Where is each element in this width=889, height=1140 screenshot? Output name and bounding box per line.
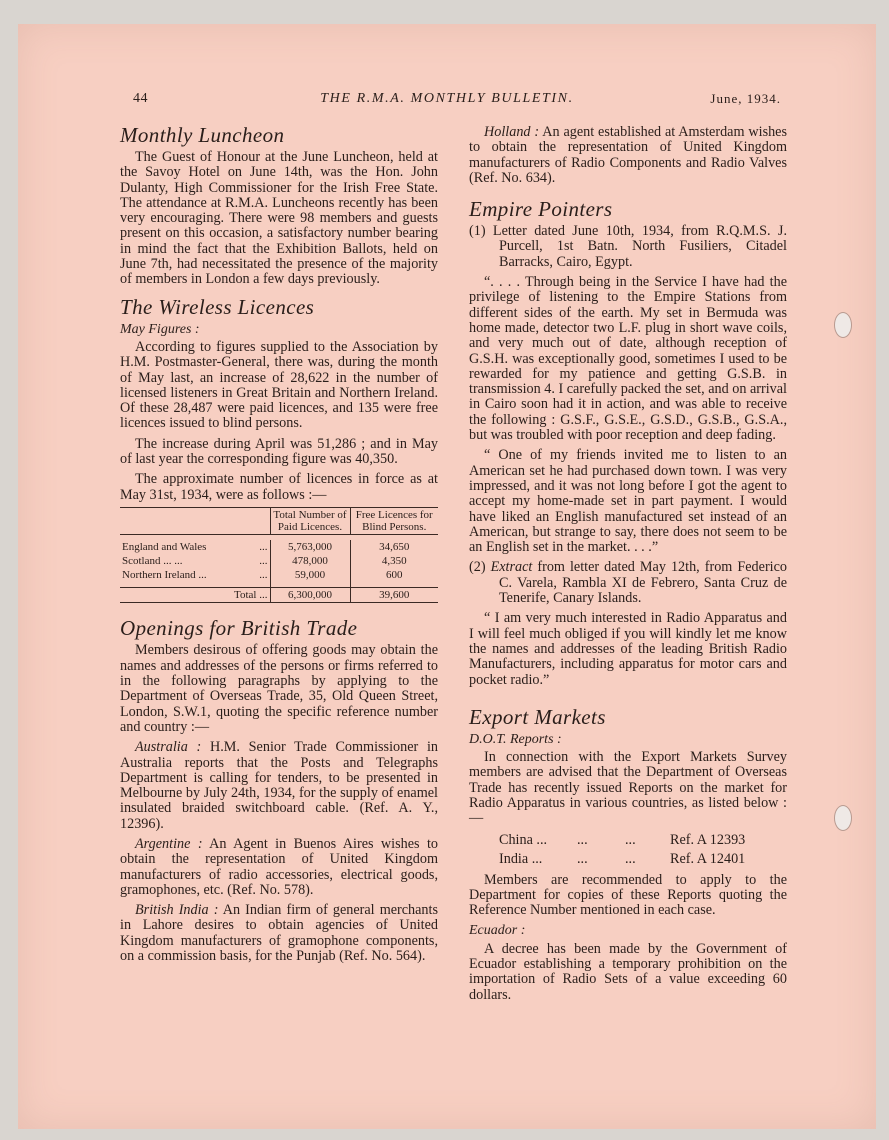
paid-value: 59,000 — [270, 568, 350, 588]
holland-text: An agent established at Amsterdam wishes to obtain the representation of United Kingdom manufacturers of Radio Components and Radio Valves (Ref. No. 634). — [469, 124, 788, 186]
region-name: England and Wales — [122, 541, 207, 554]
licences-paragraph-1: According to figures supplied to the Association by H.M. Postmaster-General, there was, during the month of May last, an increase of 28,622 in the number of licensed listeners in Great Britain and Northern Ireland. Of these 28,487 were paid licences, and 135 were free licences issued to blind persons. — [120, 338, 438, 432]
item-2-number: (2) — [469, 559, 491, 576]
may-figures-subheading: May Figures : — [120, 321, 200, 337]
licences-paragraph-3: The approximate number of licences in force as at May 31st, 1934, were as follows :— — [120, 471, 438, 503]
paid-value: 5,763,000 — [270, 540, 350, 554]
item-2-text: from letter dated May 12th, from Federico C. Varela, Rambla XI de Febrero, Santa Cruz de Tenerife, Canary Islands. — [499, 559, 787, 607]
total-free: 39,600 — [350, 588, 438, 603]
australia-paragraph — [120, 740, 438, 832]
leader-dots: ... — [625, 850, 636, 867]
empire-quote-1: “. . . . Through being in the Service I have had the privilege of listening to the Empire Stations from different sides of the earth. My set in Bermuda was home made, detector two L.F. plug in short wave coils, and very much out of date, although reception of G.S.H. was exceptionally good, sometimes I used to be rewarded for my patience and getting G.S.B. in transmission 4. I carefully packed the set, and on arrival in Cairo soon had it in action, and was able to receive the following : G.S.F., G.S.E., G.S.D., G.S.B., G.S.A., but was troubled with poor reception and deep fading. — [469, 274, 787, 444]
table-row — [120, 540, 438, 554]
licences-table — [120, 507, 438, 604]
australia-label: Australia : — [135, 739, 202, 756]
holland-label: Holland : — [484, 124, 540, 140]
empire-item-1: (1) Letter dated June 10th, 1934, from R.Q.M.S. J. Purcell, 1st Batn. North Fusiliers, Citadel Barracks, Cairo, Egypt. — [469, 223, 787, 270]
australia-text: H.M. Senior Trade Commissioner in Australia reports that the Posts and Telegraphs Department is calling for tenders, to be presented in Melbourne by July 24th, 1934, for the supply of enamel insulated braided switchboard cable. (Ref. A. Y., 12396). — [120, 739, 438, 832]
export-paragraph-1: In connection with the Export Markets Survey members are advised that the Department of Overseas Trade has recently issued Reports on the market for Radio Apparatus in various countries, as listed below :— — [469, 749, 787, 827]
free-licences-header: Free Licences for Blind Persons. — [350, 507, 438, 534]
ecuador-subheading: Ecuador : — [469, 923, 526, 939]
free-value: 34,650 — [350, 540, 438, 554]
leader-dots: ... — [625, 831, 636, 848]
report-ref: Ref. A 12393 — [670, 831, 746, 848]
argentine-paragraph — [120, 837, 438, 898]
report-ref: Ref. A 12401 — [670, 850, 746, 867]
india-paragraph — [120, 903, 438, 964]
right-column — [469, 125, 787, 1008]
table-header-row — [120, 507, 438, 534]
free-value: 600 — [350, 568, 438, 588]
paid-licences-header: Total Number of Paid Licences. — [270, 507, 350, 534]
openings-heading: Openings for British Trade — [120, 616, 358, 641]
left-column — [120, 122, 438, 969]
issue-date: June, 1934. — [710, 91, 781, 106]
leader-dots: ... — [259, 555, 268, 568]
total-label: Total ... — [120, 588, 270, 603]
ecuador-paragraph: A decree has been made by the Government of Ecuador establishing a temporary prohibition on the importation of Radio Sets of a value exceeding 60 dollars. — [469, 940, 787, 1003]
report-country: India ... — [499, 850, 543, 867]
argentine-text: An Agent in Buenos Aires wishes to obtain the representation of United Kingdom manufacturers of radio accessories, electrical goods, gramophones, etc. (Ref. No. 578). — [120, 836, 438, 898]
export-markets-heading: Export Markets — [469, 704, 606, 729]
monthly-luncheon-heading: Monthly Luncheon — [120, 123, 285, 147]
page-number: 44 — [133, 91, 148, 106]
table-row — [120, 554, 438, 568]
dot-reports-subheading: D.O.T. Reports : — [469, 731, 562, 747]
argentine-label: Argentine : — [135, 836, 203, 852]
report-row — [469, 832, 787, 849]
empire-pointers-heading: Empire Pointers — [469, 197, 613, 222]
empire-quote-2: “ One of my friends invited me to listen to an American set he had purchased down town. I was very impressed, and it was not long before I got the agent to accept my home-made set in part payment. I would have liked an English manufactured set instead of an American, but strange to say, there does not seem to be an English set in the market. . . .” — [469, 447, 787, 556]
punch-hole — [834, 805, 852, 831]
leader-dots: ... — [577, 831, 588, 848]
paid-value: 478,000 — [270, 554, 350, 568]
licences-paragraph-2: The increase during April was 51,286 ; and in May of last year the corresponding figure was 40,350. — [120, 435, 438, 468]
region-name: Northern Ireland ... — [122, 569, 207, 582]
leader-dots: ... — [259, 569, 268, 582]
leader-dots: ... — [259, 541, 268, 554]
export-paragraph-2: Members are recommended to apply to the Department for copies of these Reports quoting the Reference Number mentioned in each case. — [469, 871, 787, 919]
empire-quote-3: “ I am very much interested in Radio Apparatus and I will feel much obliged if you will kindly let me know the names and addresses of the leading British Radio Manufacturers, including apparatus for motor cars and pocket radio.” — [469, 610, 787, 688]
bulletin-title: THE R.M.A. MONTHLY BULLETIN. — [320, 91, 574, 106]
running-header — [113, 91, 781, 111]
india-label: British India : — [135, 902, 219, 919]
free-value: 4,350 — [350, 554, 438, 568]
table-total-row — [120, 588, 438, 603]
table-header-blank — [120, 507, 270, 534]
report-country: China ... — [499, 831, 548, 848]
empire-item-2 — [469, 560, 787, 606]
leader-dots: ... — [577, 850, 588, 867]
table-row — [120, 568, 438, 588]
report-row — [469, 851, 787, 868]
total-paid: 6,300,000 — [270, 588, 350, 603]
india-text: An Indian firm of general merchants in Lahore desires to obtain agencies of United Kingdom manufacturers of gramophone components, on a commission basis, for the Punjab (Ref. No. 564). — [120, 902, 438, 965]
item-2-label: Extract — [490, 559, 533, 576]
openings-intro: Members desirous of offering goods may obtain the names and addresses of the persons or firms referred to in the following paragraphs by applying to the Department of Overseas Trade, 35, Old Queen Street, London, S.W.1, quoting the specific reference number and country :— — [120, 642, 438, 735]
monthly-luncheon-text: The Guest of Honour at the June Luncheon, held at the Savoy Hotel on June 14th, was the Hon. John Dulanty, High Commissioner for the Irish Free State. The attendance at R.M.A. Luncheons recently has been very encouraging. There were 98 members and guests present on this occasion, a satisfactory number bearing in mind the fact that the Exhibition Ballots, held on June 7th, had necessitated the presence of the majority of members in London a few days previously. — [120, 149, 438, 288]
wireless-licences-heading: The Wireless Licences — [120, 294, 315, 319]
region-name: Scotland ... ... — [122, 555, 183, 568]
holland-paragraph — [469, 125, 787, 186]
punch-hole — [834, 312, 852, 338]
